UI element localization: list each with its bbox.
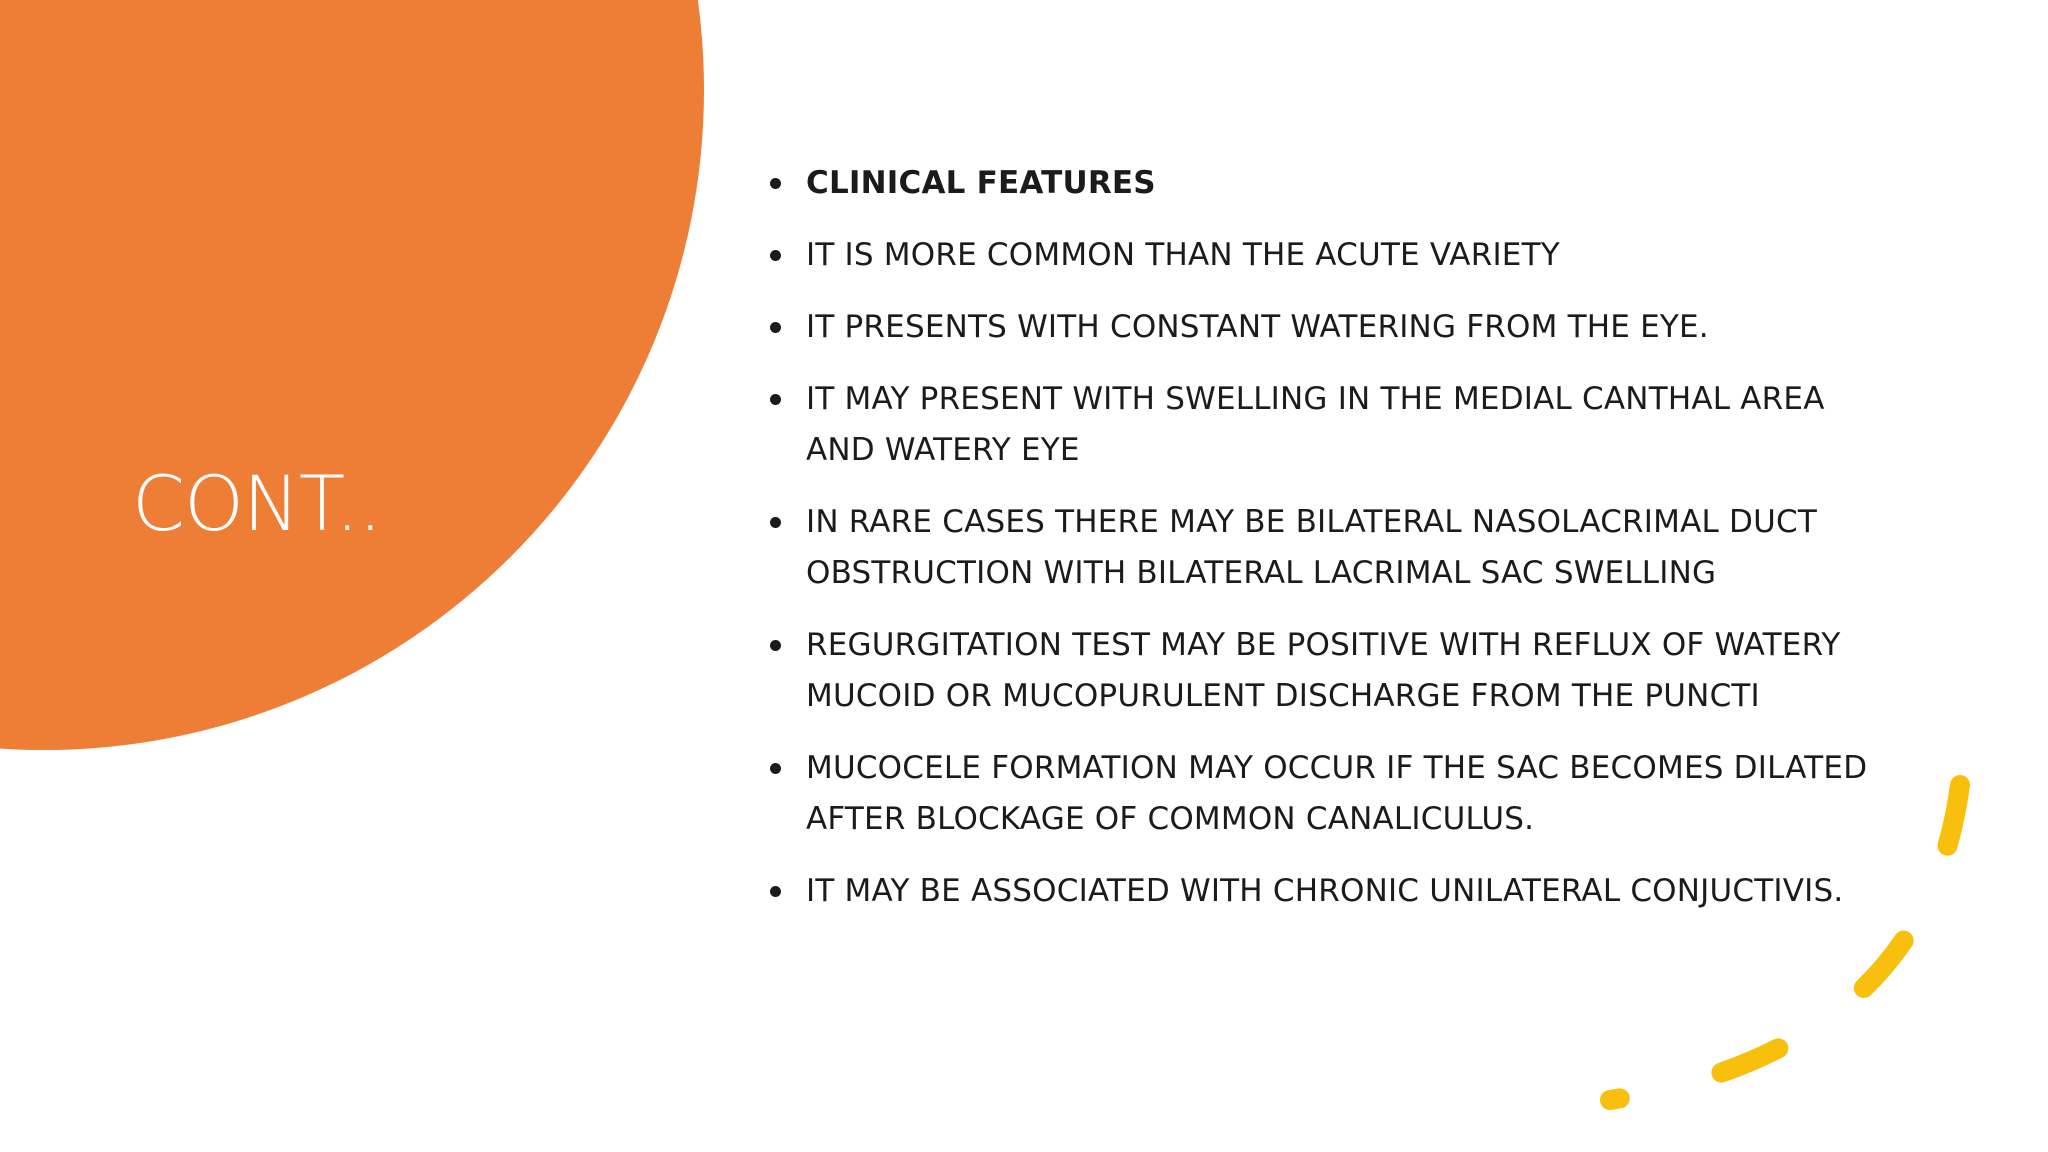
bullet-text: IT MAY BE ASSOCIATED WITH CHRONIC UNILATERAL CONJUCTIVIS. <box>806 873 1844 909</box>
bullet-text: IN RARE CASES THERE MAY BE BILATERAL NASOLACRIMAL DUCT OBSTRUCTION WITH BILATERAL LACRIMAL SAC SWELLING <box>806 504 1817 591</box>
bullet-item <box>770 620 1890 722</box>
bullet-dot-icon <box>770 763 781 774</box>
bullet-item <box>770 497 1890 599</box>
bullet-text: REGURGITATION TEST MAY BE POSITIVE WITH REFLUX OF WATERY MUCOID OR MUCOPURULENT DISCHARGE FROM THE PUNCTI <box>806 627 1841 714</box>
slide-title: CONT.. <box>132 459 382 548</box>
bullet-item <box>770 302 1890 353</box>
bullet-dot-icon <box>770 322 781 333</box>
bullet-text: IT IS MORE COMMON THAN THE ACUTE VARIETY <box>806 237 1560 273</box>
bullet-text: IT PRESENTS WITH CONSTANT WATERING FROM THE EYE. <box>806 309 1709 345</box>
bullet-text: MUCOCELE FORMATION MAY OCCUR IF THE SAC BECOMES DILATED AFTER BLOCKAGE OF COMMON CANALICULUS. <box>806 750 1868 837</box>
orange-circle-decoration <box>0 0 704 750</box>
bullet-item <box>770 230 1890 281</box>
bullet-text: IT MAY PRESENT WITH SWELLING IN THE MEDIAL CANTHAL AREA AND WATERY EYE <box>806 381 1825 468</box>
bullet-dot-icon <box>770 640 781 651</box>
bullet-text: CLINICAL FEATURES <box>806 165 1156 201</box>
bullet-dot-icon <box>770 178 781 189</box>
bullet-dot-icon <box>770 886 781 897</box>
bullet-dot-icon <box>770 250 781 261</box>
yellow-dashed-arc-decoration <box>1580 760 2000 1140</box>
bullet-item <box>770 158 1890 209</box>
bullet-dot-icon <box>770 517 781 528</box>
bullet-item <box>770 374 1890 476</box>
bullet-dot-icon <box>770 394 781 405</box>
